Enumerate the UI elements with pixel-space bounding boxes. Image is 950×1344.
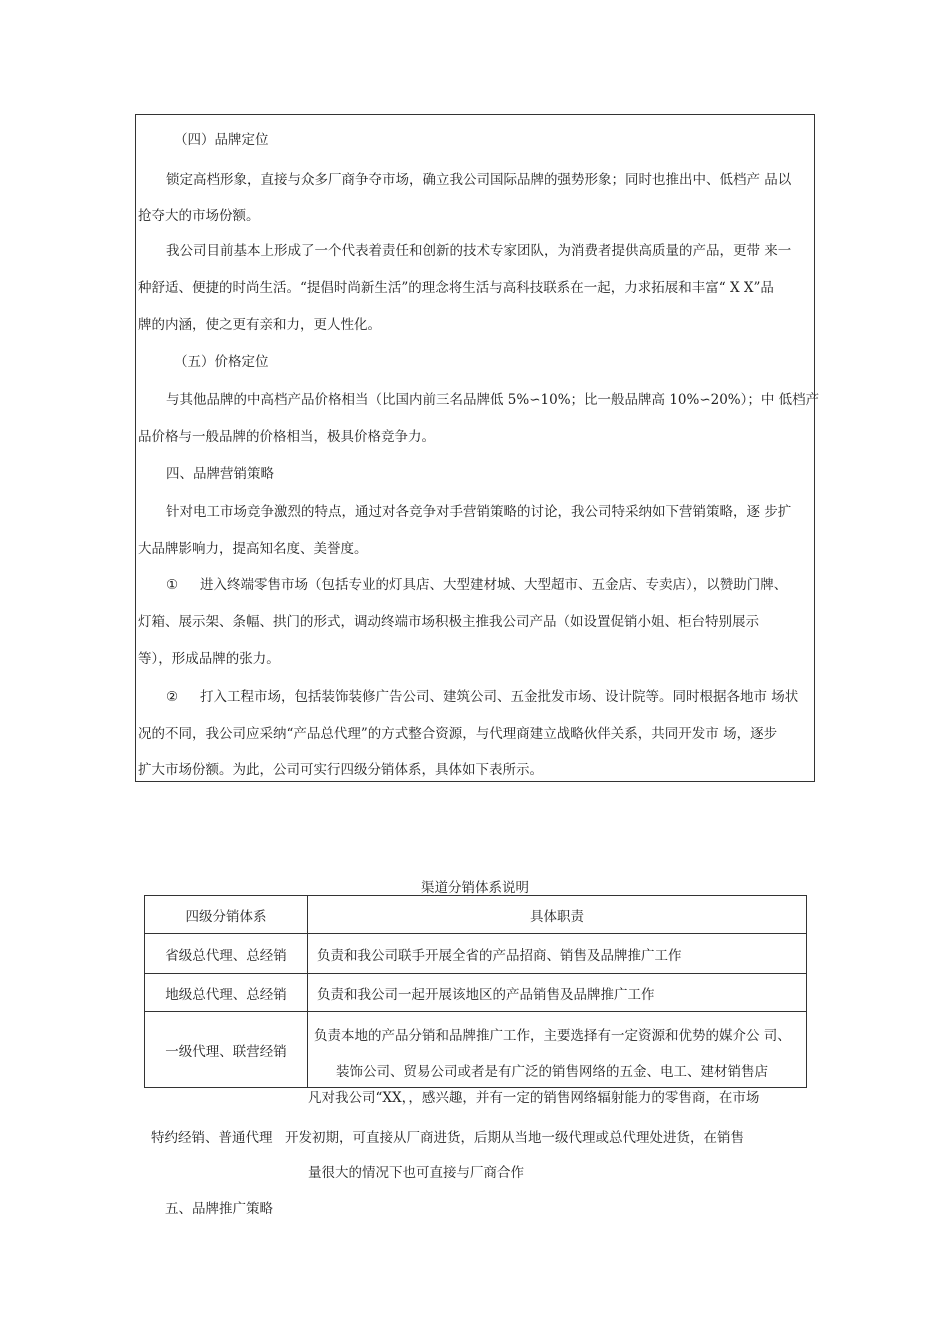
cell-level: 地级总代理、总经销 [145,974,308,1012]
section-heading-brand-promotion: 五、品牌推广策略 [165,1201,273,1217]
overflow-level: 特约经销、普通代理 [151,1130,273,1146]
cell-level: 省级总代理、总经销 [145,934,308,974]
paragraph-line: 抢夺大的市场份额。 [138,208,260,224]
list-item-line: 扩大市场份额。为此，公司可实行四级分销体系，具体如下表所示。 [138,762,543,778]
duty-line: 负责本地的产品分销和品牌推广工作，主要选择有一定资源和优势的媒介公 司、 [314,1027,791,1044]
paragraph-line: 种舒适、便捷的时尚生活。“提倡时尚新生活”的理念将生活与高科技联系在一起，力求拓展和丰富“ X X”品 [138,280,774,296]
cell-duty: 负责和我公司一起开展该地区的产品销售及品牌推广工作 [308,974,807,1012]
table-row [145,934,807,974]
list-item-line: 况的不同，我公司应采纳“产品总代理”的方式整合资源，与代理商建立战略伙伴关系，共同开发市 场，逐步 [138,726,778,742]
table-header-row [145,896,807,934]
content-frame [135,114,820,782]
paragraph-line: 与其他品牌的中高档产品价格相当（比国内前三名品牌低 5%∽10%；比一般品牌高 10%∽20%）；中 低档产 [166,392,820,408]
section-heading-marketing-strategy: 四、品牌营销策略 [166,466,274,482]
table-row [145,974,807,1012]
cell-duty: 负责和我公司联手开展全省的产品招商、销售及品牌推广工作 [308,934,807,974]
paragraph-line: 大品牌影响力，提高知名度、美誉度。 [138,541,368,557]
channel-distribution-table [144,895,807,1088]
list-marker-1: ① [166,577,179,593]
overflow-duty-line: 量很大的情况下也可直接与厂商合作 [308,1165,524,1181]
list-item-line: 进入终端零售市场（包括专业的灯具店、大型建材城、大型超市、五金店、专卖店），以赞助门牌、 [200,577,788,593]
overflow-duty-line: 开发初期，可直接从厂商进货，后期从当地一级代理或总代理处进货，在销售 [285,1130,744,1146]
list-item-line: 打入工程市场，包括装饰装修广告公司、建筑公司、五金批发市场、设计院等。同时根据各地市 场状 [200,689,799,705]
overflow-duty-line: 凡对我公司“XX，，感兴趣，并有一定的销售网络辐射能力的零售商，在市场 [308,1090,760,1106]
cell-level: 一级代理、联营经销 [145,1012,308,1088]
list-item-line: 等），形成品牌的张力。 [138,651,280,667]
paragraph-line: 我公司目前基本上形成了一个代表着责任和创新的技术专家团队，为消费者提供高质量的产品，更带 来一 [166,243,792,259]
cell-duty [308,1012,807,1088]
column-header-level: 四级分销体系 [145,896,308,934]
paragraph-line: 牌的内涵，使之更有亲和力，更人性化。 [138,317,381,333]
paragraph-line: 品价格与一般品牌的价格相当，极具价格竞争力。 [138,429,435,445]
section-heading-brand-positioning: （四）品牌定位 [174,132,269,148]
column-header-duty: 具体职责 [308,896,807,934]
list-marker-2: ② [166,689,179,705]
duty-line: 装饰公司、贸易公司或者是有广泛的销售网络的五金、电工、建材销售店 [336,1063,768,1080]
paragraph-line: 针对电工市场竞争激烈的特点，通过对各竞争对手营销策略的讨论，我公司特采纳如下营销策略，逐 步扩 [166,504,792,520]
table-row [145,1012,807,1088]
list-item-line: 灯箱、展示架、条幅、拱门的形式，调动终端市场积极主推我公司产品（如设置促销小姐、柜台特别展示 [138,614,759,630]
table-caption: 渠道分销体系说明 [421,880,529,896]
paragraph-line: 锁定高档形象，直接与众多厂商争夺市场，确立我公司国际品牌的强势形象；同时也推出中、低档产 品以 [166,172,792,188]
section-heading-price-positioning: （五）价格定位 [174,354,269,370]
